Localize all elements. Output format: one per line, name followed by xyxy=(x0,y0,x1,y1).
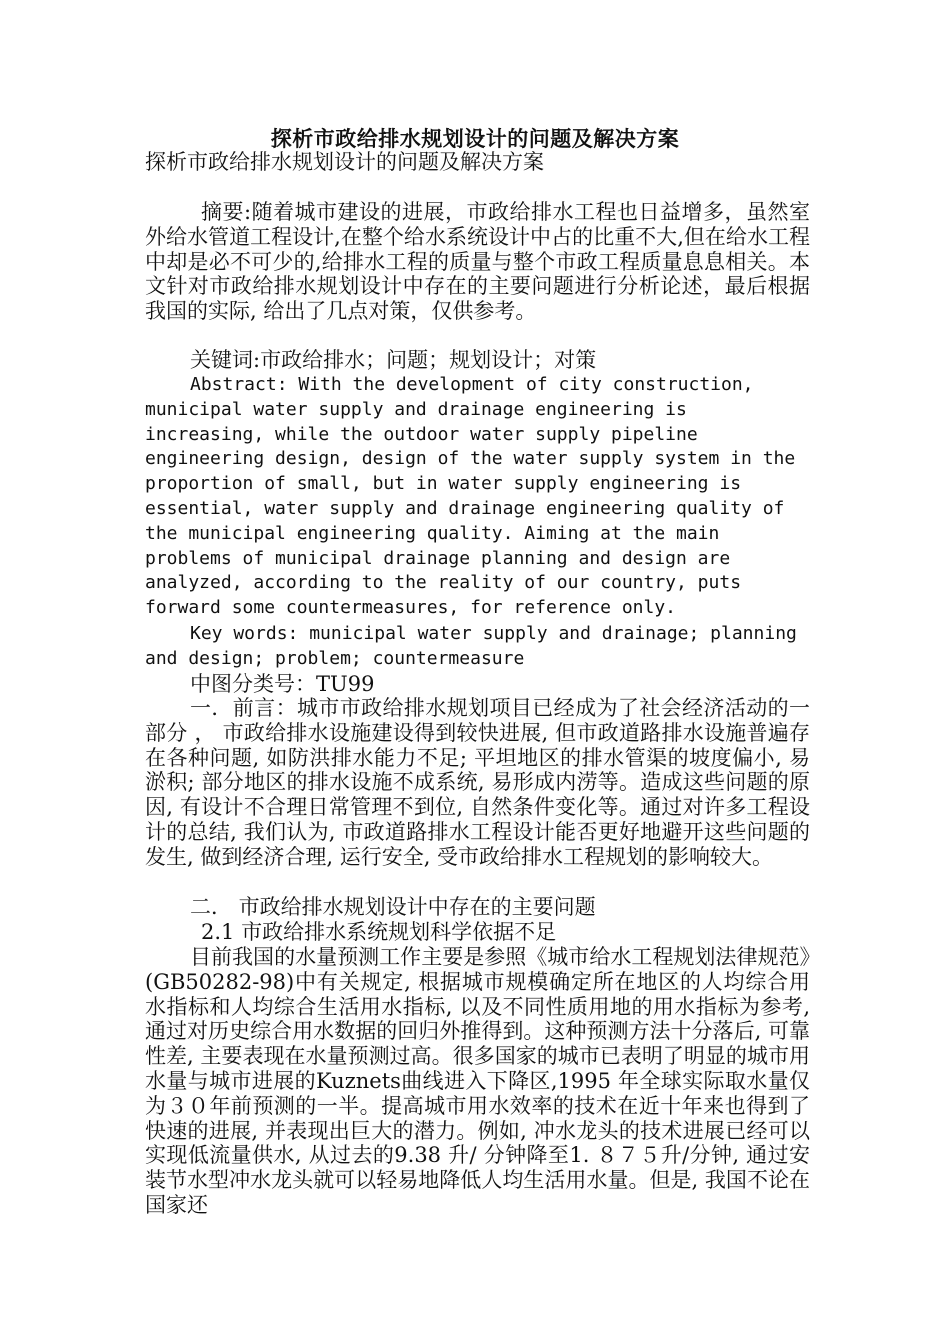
section-2-heading: 二． 市政给排水规划设计中存在的主要问题 xyxy=(190,895,596,919)
section-2-1-heading: 2.1 市政给排水系统规划科学依据不足 xyxy=(201,920,557,944)
section-1-introduction: 一．前言：城市市政给排水规划项目已经成为了社会经济活动的一部分 ， 市政给排水设施建设得到较快进展, 但市政道路排水设施普遍存在各种问题, 如防洪排水能力不足; 平坦地区的排水管渠的坡度偏小, 易淤积; 部分地区的排水设施不成系统, 易形成内涝等。造成这些问题的原因, 有设计不合理日常管理不到位, 自然条件变化等。通过对许多工程设计的总结, 我们认为, 市政道路排水工程设计能否更好地避开这些问题的发生, 做到经济合理, 运行安全, 受市政给排水工程规划的影响较大。 xyxy=(145,696,810,869)
keywords-chinese: 关键词:市政给排水；问题；规划设计；对策 xyxy=(190,348,597,372)
document-subtitle: 探析市政给排水规划设计的问题及解决方案 xyxy=(145,150,544,174)
abstract-english: Abstract: With the development of city construction, municipal water supply and drainage engineering is increasing, while the outdoor water supply pipeline engineering design, design of the water supply system in the proportion of small, but in water supply engineering is essential, water supply and drainage engineering quality of the municipal engineering quality. Aiming at the main problems of municipal drainage planning and design are analyzed, according to the reality of our country, puts forward some countermeasures, for reference only. xyxy=(145,374,796,619)
section-2-1-body: 目前我国的水量预测工作主要是参照《城市给水工程规划法律规范》(GB50282-98)中有关规定, 根据城市规模确定所在地区的人均综合用水指标和人均综合生活用水指标, 以及不同性质用地的用水指标为参考,通过对历史综合用水数据的回归外推得到。这种预测方法十分落后, 可靠性差, 主要表现在水量预测过高。很多国家的城市已表明了明显的城市用水量与城市进展的Kuznets曲线进入下降区,1995 年全球实际取水量仅为３０年前预测的一半。提高城市用水效率的技术在近十年来也得到了快速的进展, 并表现出巨大的潜力。例如, 冲水龙头的技术进展已经可以实现低流量供水, 从过去的9.38 升/ 分钟降至1. ８７５升/分钟, 通过安装节水型冲水龙头就可以轻易地降低人均生活用水量。但是, 我国不论在国家还 xyxy=(145,945,810,1217)
classification-number: 中图分类号：TU99 xyxy=(190,672,375,696)
keywords-english: Key words: municipal water supply and drainage; planning and design; problem; countermeasure xyxy=(145,623,797,669)
document-title: 探析市政给排水规划设计的问题及解决方案 xyxy=(270,126,680,151)
abstract-chinese: 摘要:随着城市建设的进展，市政给排水工程也日益增多，虽然室外给水管道工程设计,在整个给水系统设计中占的比重不大,但在给水工程中却是必不可少的,给排水工程的质量与整个市政工程质量息息相关。本文针对市政给排水规划设计中存在的主要问题进行分析论述，最后根据我国的实际, 给出了几点对策，仅供参考。 xyxy=(145,200,810,324)
